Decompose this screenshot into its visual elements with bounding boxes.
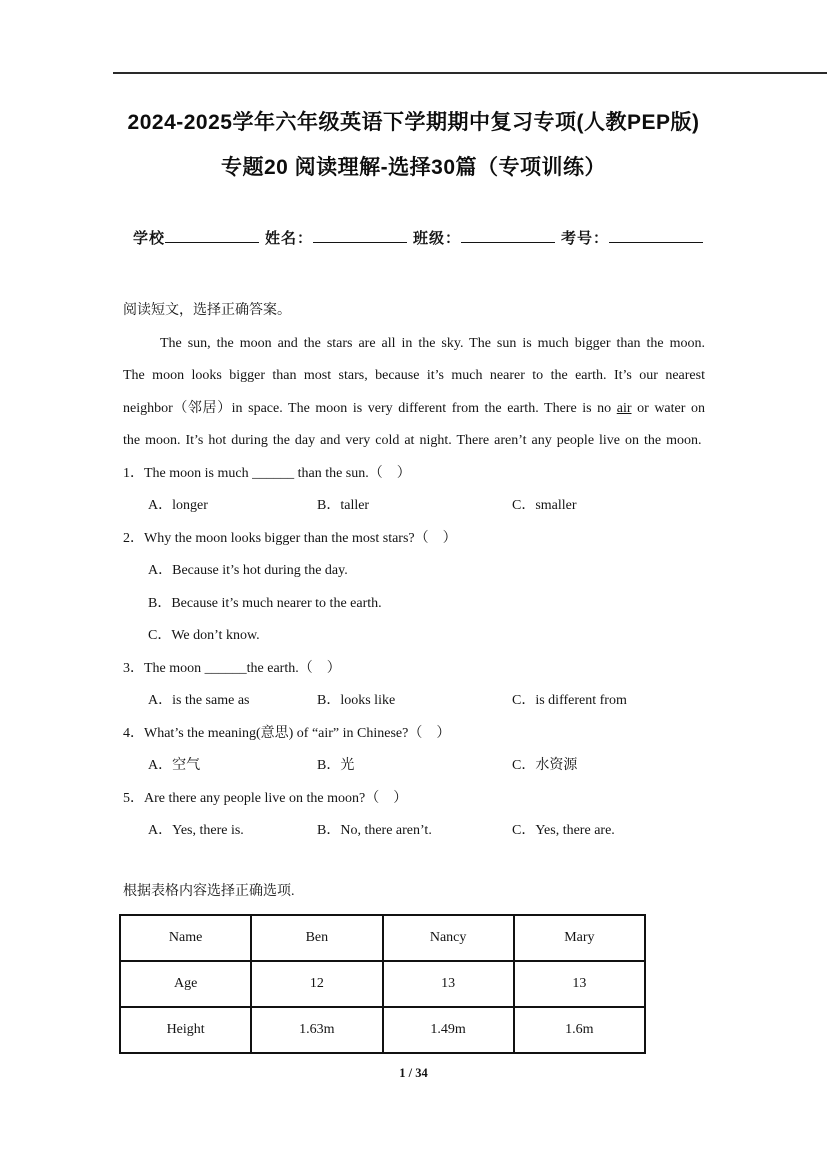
question-1-stem: 1．The moon is much ______ than the sun.（ ） — [123, 465, 411, 481]
table-cell: 12 — [251, 961, 382, 1007]
table-cell: 1.6m — [514, 1007, 645, 1053]
table-cell: Age — [120, 961, 251, 1007]
reading-passage — [123, 328, 705, 458]
question-1-options — [123, 490, 705, 523]
question-5-option-b: B．No, there aren’t. — [317, 823, 432, 838]
question-3-option-a: A．is the same as — [148, 693, 250, 708]
page-title-line1: 2024-2025学年六年级英语下学期期中复习专项(人教PEP版) — [127, 111, 700, 134]
exam-no-fill-blank — [609, 227, 703, 243]
info-table — [119, 914, 646, 1054]
question-1-option-c: C．smaller — [512, 498, 577, 513]
question-1-option-a: A．longer — [148, 498, 208, 513]
question-5-stem: 5．Are there any people live on the moon?（ ） — [123, 790, 408, 806]
question-5 — [123, 783, 705, 848]
question-2-option-a: A．Because it’s hot during the day. — [148, 563, 348, 578]
question-1 — [123, 458, 705, 523]
question-4 — [123, 718, 705, 783]
section2-instruction: 根据表格内容选择正确选项. — [123, 883, 295, 899]
page-number: 1 / 34 — [399, 1066, 428, 1080]
underlined-word-air: air — [616, 400, 632, 416]
question-3-options — [123, 685, 705, 718]
name-fill-blank — [313, 227, 407, 243]
table-row-age — [120, 961, 645, 1007]
question-2-stem: 2．Why the moon looks bigger than the most stars?（ ） — [123, 530, 457, 546]
table-cell: 1.49m — [383, 1007, 514, 1053]
class-fill-blank — [461, 227, 555, 243]
table-cell: Height — [120, 1007, 251, 1053]
student-info-line — [133, 227, 703, 248]
table-cell: Ben — [251, 915, 382, 961]
school-fill-blank — [165, 227, 259, 243]
table-cell: 13 — [514, 961, 645, 1007]
question-5-options — [123, 815, 705, 848]
table-row-name — [120, 915, 645, 961]
question-2-option-b: B．Because it’s much nearer to the earth. — [148, 595, 382, 611]
table-row-height — [120, 1007, 645, 1053]
table-cell: Name — [120, 915, 251, 961]
question-2 — [123, 523, 705, 653]
section1-instruction: 阅读短文，选择正确答案。 — [123, 303, 291, 318]
table-cell: Nancy — [383, 915, 514, 961]
question-3-stem: 3．The moon ______the earth.（ ） — [123, 660, 341, 676]
question-3-option-b: B．looks like — [317, 693, 396, 708]
question-3-option-c: C．is different from — [512, 693, 627, 708]
class-label: 班级： — [413, 231, 462, 247]
name-label: 姓名： — [265, 231, 314, 247]
question-5-option-a: A．Yes, there is. — [148, 823, 244, 838]
main-content — [123, 295, 705, 1054]
exam-no-label: 考号： — [561, 231, 610, 247]
passage-text-part2: or water on the moon. It’s hot during the day and very cold at night. There aren’t any people live on the moon. — [123, 400, 705, 448]
table-cell: Mary — [514, 915, 645, 961]
question-3 — [123, 653, 705, 718]
page-title-line2: 专题20 阅读理解-选择30篇（专项训练） — [220, 156, 607, 179]
question-4-option-a: A．空气 — [148, 758, 201, 773]
table-cell: 1.63m — [251, 1007, 382, 1053]
question-1-option-b: B．taller — [317, 498, 370, 513]
question-4-option-c: C．水资源 — [512, 758, 578, 773]
question-4-options — [123, 750, 705, 783]
header-divider-rule — [113, 72, 827, 74]
question-2-option-c: C．We don’t know. — [148, 628, 260, 643]
table-cell: 13 — [383, 961, 514, 1007]
school-label: 学校 — [133, 231, 166, 247]
question-4-stem: 4．What’s the meaning(意思) of “air” in Chinese?（ ） — [123, 725, 451, 741]
question-5-option-c: C．Yes, there are. — [512, 823, 615, 838]
passage-text-part1: The sun, the moon and the stars are all in the sky. The sun is much bigger than the moon. The moon looks bigger than most stars, because it’s much nearer to the earth. It’s our nearest neighbor（邻居）in space. The moon is very different from the earth. There is no — [123, 335, 705, 416]
question-4-option-b: B．光 — [317, 758, 355, 773]
